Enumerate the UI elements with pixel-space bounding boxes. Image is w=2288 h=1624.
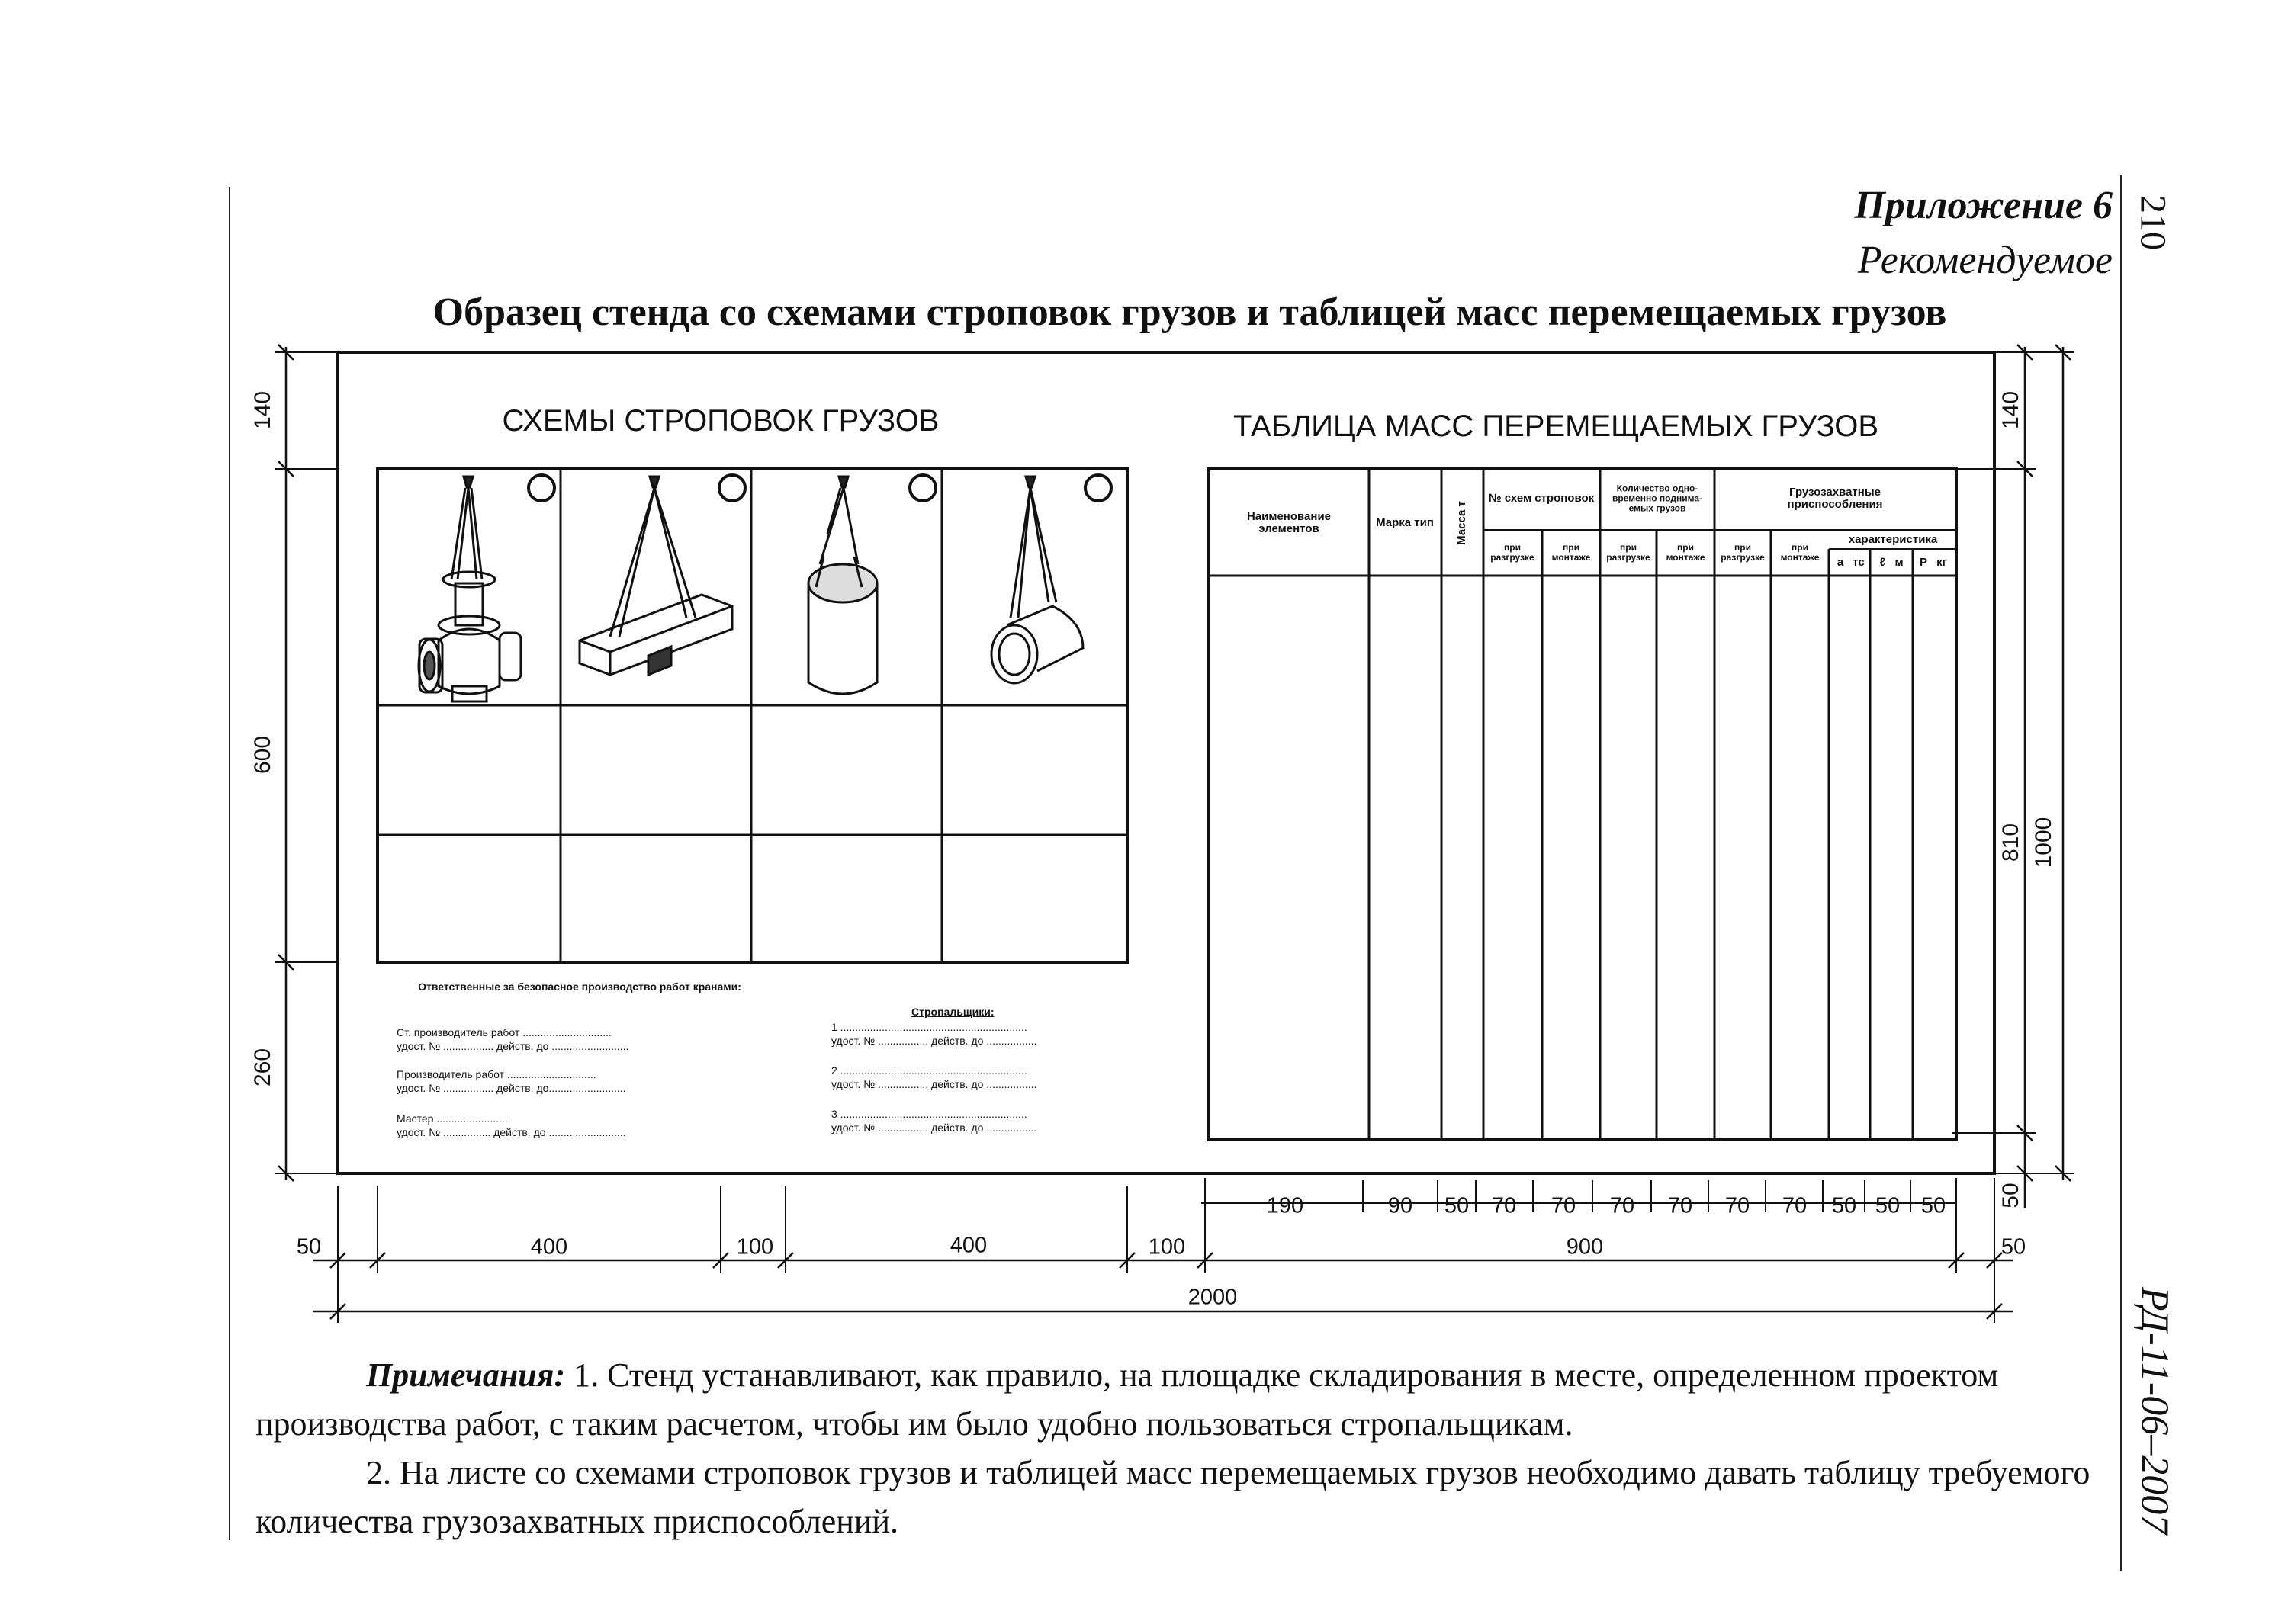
dim-left-140: 140 [250,390,275,430]
sub-characteristic: характеристика [1848,533,1938,546]
sling-schemes-title: СХЕМЫ СТРОПОВОК ГРУЗОВ [502,404,940,438]
producer-line: Производитель работ .............................. [397,1068,596,1080]
sub-p: Р [1919,556,1928,569]
sub-m: м [1894,556,1904,569]
dim-col-70-b: 70 [1551,1193,1576,1218]
table-header-mass: Масса т [1455,501,1468,545]
sub-mount-3: при монтаже [1780,542,1820,563]
dim-right-50: 50 [1998,1183,2023,1208]
dim-bottom-400-b: 400 [950,1233,988,1258]
note-1: 1. Стенд устанавливают, как правило, на площадке складирования в месте, определенном проектом производства работ, с таким расчетом, чтобы им было удобно пользоваться стропальщикам. [255,1356,1999,1443]
sub-a: а [1837,556,1844,569]
dim-bottom-50-left: 50 [296,1234,322,1260]
dim-bottom-400-a: 400 [530,1234,568,1260]
master-line: Мастер ......................... [397,1112,511,1125]
dim-col-70-f: 70 [1782,1193,1808,1218]
dim-col-190: 190 [1266,1193,1304,1218]
pipe-sling-illustration [991,477,1083,683]
master-cert: удост. № ................ действ. до .......................... [397,1126,626,1138]
dim-bottom-900: 900 [1566,1234,1604,1260]
slinger-2-line: 2 ............................................................... [831,1064,1027,1077]
page-number: 210 [2132,195,2174,250]
notes-section [255,1351,2116,1546]
table-header-schemes: № схем строповок [1488,492,1595,505]
valve-sling-illustration [419,477,521,701]
responsible-heading: Ответственные за безопасное производство работ кранами: [418,980,741,993]
table-header-mark: Марка тип [1376,516,1434,529]
dim-bottom-100-b: 100 [1148,1234,1186,1260]
notes-heading: Примечания: [366,1356,566,1394]
senior-producer-cert: удост. № ................. действ. до .......................... [397,1040,629,1052]
senior-producer-line: Ст. производитель работ .............................. [397,1026,612,1038]
dim-bottom-100-a: 100 [736,1234,774,1260]
cylinder-upright-sling-illustration [808,477,877,694]
producer-cert: удост. № ................. действ. до.......................... [397,1082,626,1094]
mass-table-title: ТАБЛИЦА МАСС ПЕРЕМЕЩАЕМЫХ ГРУЗОВ [1232,409,1879,443]
slinger-3-cert: удост. № ................. действ. до ................. [831,1122,1037,1134]
dim-left-600: 600 [250,735,275,775]
dim-col-50-c: 50 [1875,1193,1901,1218]
table-header-name: Наименование элементов [1246,510,1332,535]
dim-col-50-d: 50 [1920,1193,1946,1218]
table-header-devices: Грузозахватные приспособления [1787,486,1883,511]
dim-right-140: 140 [1998,390,2023,430]
mass-table [1209,469,1956,1140]
slinger-3-line: 3 ............................................................... [831,1108,1027,1120]
dim-col-90: 90 [1387,1193,1413,1218]
dim-bottom-50-right: 50 [2000,1234,2026,1260]
slinger-2-cert: удост. № ................. действ. до ................. [831,1078,1037,1090]
sub-mount-1: при монтаже [1551,542,1591,563]
sub-kg: кг [1936,556,1947,569]
dim-col-50-a: 50 [1444,1193,1470,1218]
sub-unload-1: при разгрузке [1490,542,1534,563]
sub-l: ℓ [1879,556,1885,569]
sub-unload-2: при разгрузке [1606,542,1650,563]
dim-right-810: 810 [1998,823,2023,862]
dim-col-70-e: 70 [1724,1193,1750,1218]
dim-col-70-a: 70 [1491,1193,1517,1218]
sub-unload-3: при разгрузке [1721,542,1765,563]
slinger-1-cert: удост. № ................. действ. до ................. [831,1035,1037,1047]
recommended-label: Рекомендуемое [1857,239,2113,282]
page-title: Образец стенда со схемами строповок грузов и таблицей масс перемещаемых грузов [432,290,1947,334]
document-code: РД-11-06–2007 [2132,1286,2177,1535]
table-header-count: Количество одно-временно поднима-емых грузов [1612,483,1702,514]
sub-mount-2: при монтаже [1666,542,1705,563]
dim-col-50-b: 50 [1831,1193,1857,1218]
dim-bottom-2000: 2000 [1187,1285,1238,1310]
slinger-1-line: 1 ............................................................... [831,1021,1027,1033]
dim-left-260: 260 [250,1048,275,1087]
note-2: 2. На листе со схемами строповок грузов и таблицей масс перемещаемых грузов необходимо давать таблицу требуемого количества грузозахватных приспособлений. [255,1454,2090,1540]
slingers-heading: Стропальщики: [911,1006,995,1018]
dim-col-70-d: 70 [1667,1193,1693,1218]
dim-col-70-c: 70 [1609,1193,1635,1218]
appendix-label: Приложение 6 [1854,184,2113,227]
block-sling-illustration [580,477,732,675]
dim-right-1000: 1000 [2031,817,2056,868]
sub-tc: тс [1853,556,1865,569]
